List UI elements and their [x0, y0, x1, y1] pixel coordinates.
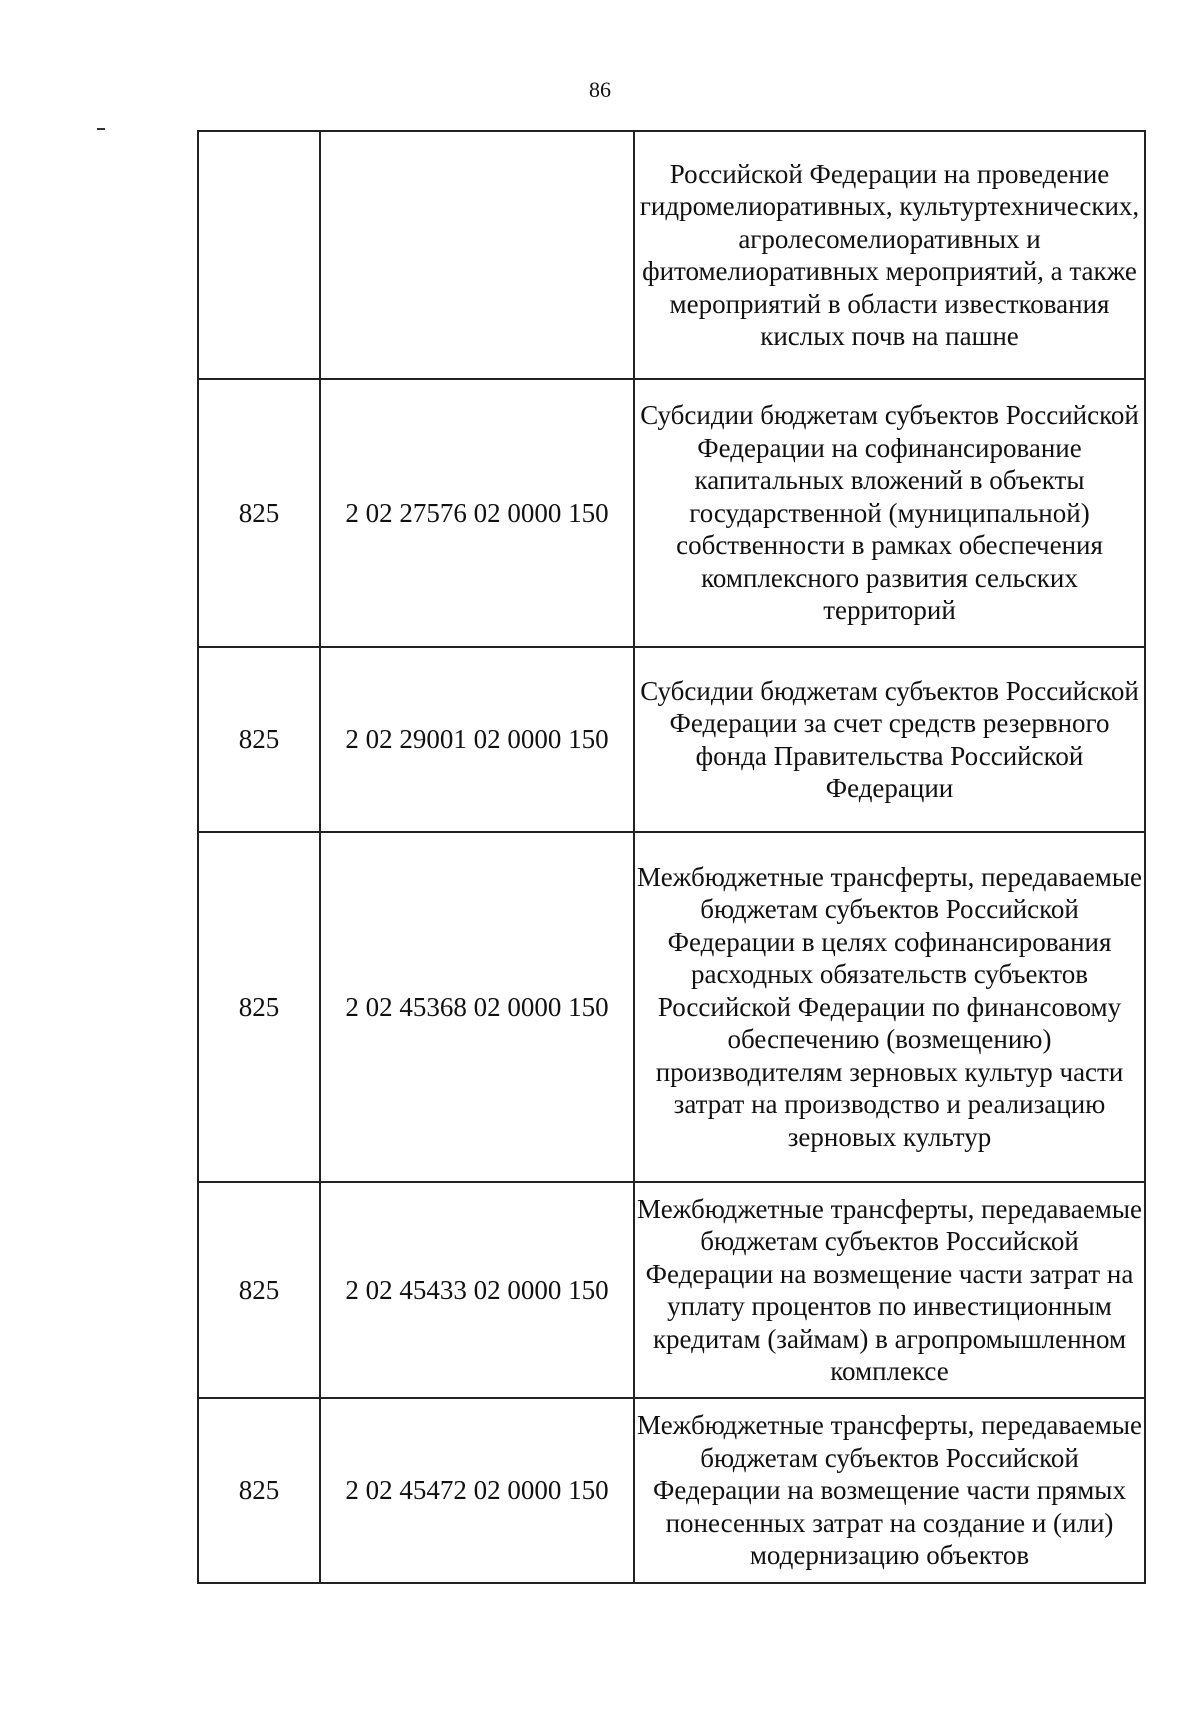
classification-code-cell — [320, 1398, 634, 1583]
admin-code-cell — [198, 1182, 320, 1398]
table-row — [198, 1398, 1145, 1583]
admin-code-cell — [198, 379, 320, 647]
classification-code-text: 2 02 27576 02 0000 150 — [345, 497, 609, 528]
classification-code-cell — [320, 1182, 634, 1398]
classification-code-cell — [320, 379, 634, 647]
admin-code-cell — [198, 647, 320, 832]
description-text: Субсидии бюджетам субъектов Российской Федерации за счет средств резервного фонда Правительства Российской Федерации — [640, 675, 1139, 803]
description-cell — [634, 131, 1145, 379]
admin-code-text: 825 — [238, 497, 280, 528]
description-text: Субсидии бюджетам субъектов Российской Федерации на софинансирование капитальных вложений в объекты государственной (муниципальной) собственности в рамках обеспечения комплексного развития сельских территорий — [640, 400, 1139, 626]
table-row — [198, 379, 1145, 647]
description-cell — [634, 647, 1145, 832]
classification-code-cell — [320, 131, 634, 379]
description-text: Межбюджетные трансферты, передаваемые бюджетам субъектов Российской Федерации в целях софинансирования расходных обязательств субъектов Российской Федерации по финансовому обеспечению (возмещению) производителям зерновых культур части затрат на производство и реализацию зерновых культур — [637, 861, 1142, 1152]
table-row — [198, 1182, 1145, 1398]
description-cell — [634, 1398, 1145, 1583]
table-row — [198, 131, 1145, 379]
table-row — [198, 647, 1145, 832]
admin-code-text: 825 — [238, 991, 280, 1022]
admin-code-cell — [198, 832, 320, 1182]
description-cell — [634, 1182, 1145, 1398]
description-text: Российской Федерации на проведение гидромелиоративных, культуртехнических, агролесомелиоративных и фитомелиоративных мероприятий, а также мероприятий в области известкования кислых почв на пашне — [639, 158, 1140, 351]
admin-code-cell — [198, 1398, 320, 1583]
stray-mark — [97, 128, 105, 130]
description-cell — [634, 832, 1145, 1182]
description-cell — [634, 379, 1145, 647]
classification-code-text: 2 02 45368 02 0000 150 — [345, 991, 609, 1022]
table-row — [198, 832, 1145, 1182]
page-number: 86 — [589, 77, 611, 102]
classification-code-cell — [320, 647, 634, 832]
description-text: Межбюджетные трансферты, передаваемые бюджетам субъектов Российской Федерации на возмещение части прямых понесенных затрат на создание и (или) модернизацию объектов — [637, 1410, 1142, 1571]
classification-code-text: 2 02 45433 02 0000 150 — [345, 1274, 609, 1305]
admin-code-text: 825 — [238, 1274, 280, 1305]
description-text: Межбюджетные трансферты, передаваемые бюджетам субъектов Российской Федерации на возмещение части затрат на уплату процентов по инвестиционным кредитам (займам) в агропромышленном комплексе — [637, 1193, 1142, 1386]
budget-codes-table — [197, 130, 1146, 1584]
admin-code-text: 825 — [238, 1475, 280, 1506]
admin-code-text: 825 — [238, 724, 280, 755]
classification-code-cell — [320, 832, 634, 1182]
classification-code-text: 2 02 29001 02 0000 150 — [345, 724, 609, 755]
classification-code-text: 2 02 45472 02 0000 150 — [345, 1475, 609, 1506]
admin-code-cell — [198, 131, 320, 379]
